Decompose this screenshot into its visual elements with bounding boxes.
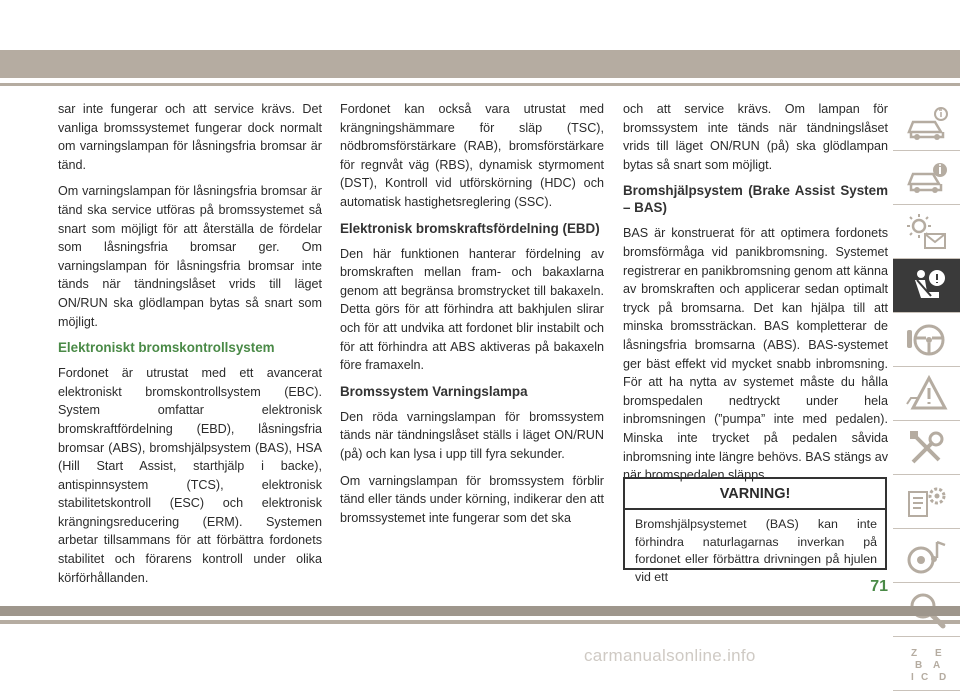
page-number: 71: [870, 578, 888, 595]
col2-paragraph-4: Om varningslampan för bromssystem förblir tänd eller tänds under körning, indikerar den att bromssystemet inte fungerar som det ska: [340, 473, 604, 525]
tab-emergency[interactable]: [893, 367, 960, 421]
tab-driving[interactable]: [893, 313, 960, 367]
col1-paragraph-3: Fordonet är utrustat med ett avancerat elektroniskt bromskontrollsystem (EBC). System omfattar elektronisk bromskraftfördelning (EBD), låsningsfria bromsar (ABS), bromshjälpsystem (BAS), HSA (Hill Start Assist, starthjälp i backe), antispinnsystem (TCS), elektronisk stabilitetskontroll (ESC) och elektronisk krängningsreducering (ERM). Systemen arbetar tillsammans för att förbättra fordonets stabilitet och förarens kontroll under olika körförhållanden.: [58, 366, 322, 585]
tab-dashboard[interactable]: [893, 205, 960, 259]
warning-text: Bromshjälpsystemet (BAS) kan inte förhindra naturlagarnas inverkan på fordonet eller förbättra drivningen på hjulen vid ett: [635, 517, 877, 584]
warning-title: VARNING!: [719, 486, 791, 502]
footer-rule: [0, 620, 960, 624]
dashboard-light-message-icon: [905, 212, 949, 252]
specs-gear-icon: [905, 482, 949, 522]
svg-text:C: C: [920, 671, 928, 683]
bas-heading: Bromshjälpsystem (Brake Assist System – BAS): [623, 183, 888, 216]
svg-text:E: E: [934, 647, 942, 659]
tab-safety[interactable]: [893, 259, 960, 313]
warning-triangle-car-icon: [905, 374, 949, 414]
header-rule: [0, 83, 960, 86]
tab-car-information[interactable]: [893, 151, 960, 205]
column-3: [623, 100, 888, 493]
brake-warning-lamp-heading: Bromssystem Varningslampa: [340, 383, 528, 399]
column-1: [58, 100, 322, 595]
steering-key-icon: [905, 320, 949, 360]
header-band: [0, 50, 960, 78]
svg-text:D: D: [938, 671, 946, 683]
svg-text:Z: Z: [910, 647, 917, 659]
column-2: [340, 100, 604, 535]
svg-text:B: B: [914, 659, 922, 671]
multimedia-music-icon: [905, 536, 949, 576]
tab-specifications[interactable]: [893, 475, 960, 529]
car-info-icon: [905, 104, 949, 144]
ebc-heading: Elektroniskt bromskontrollsystem: [58, 340, 275, 356]
col2-paragraph-1: Fordonet kan också vara utrustat med krängningshämmare för släp (TSC), nödbromsförstärkare (RAB), bromsförstärkare för regnvåt väg (RBS), dynamisk styrmoment (DST), Kontroll vid utförskörning (HDC) och automatisk hastighetsreglering (SSC).: [340, 102, 604, 209]
chapter-tabs: [893, 97, 960, 691]
col2-paragraph-3: Den röda varningslampan för bromssystem tänds när tändningslåset ställs i läget ON/RUN (på) och kan lysa i upp till fyra sekunder.: [340, 409, 604, 461]
car-info-i-icon: [905, 158, 949, 198]
col1-paragraph-2: Om varningslampan för låsningsfria bromsar är tänd ska service utföras på bromssystemet så snart som möjligt för att återställa de fördelar som låsningsfria bromsar ger. Om varningslampan för låsningsfria bromsar inte tänds när tändningslåset vrids till läget ON/RUN ska glödlampan bytas så snart som möjligt.: [58, 184, 322, 329]
watermark-text: carmanualsonline.info: [584, 646, 756, 665]
tab-service[interactable]: [893, 421, 960, 475]
col3-paragraph-1: och att service krävs. Om lampan för bromssystem inte tänds när tändningslåset vrids till läget ON/RUN (på) ska glödlampan bytas så snart som möjligt.: [623, 102, 888, 172]
footer-band: [0, 606, 960, 616]
col3-paragraph-2: BAS är konstruerat för att optimera fordonets bromsförmåga vid panikbromsning. Systemet registrerar en panikbromsning genom att känna av bromskraften och applicerar sedan optimalt tryck på bromsarna. Det kan hjälpa till att minska bromssträckan. BAS kompletterar de låsningsfria bromsarna (ABS). BAS-systemet ger bäst effekt vid mycket snabb inbromsning. För att ha nytta av systemet måste du hålla bromspedalen nedtryckt under hela inbromsningen (”pumpa” inte med pedalen). Minska inte trycket på pedalen såvida inbromsning inte längre behövs. BAS stängs av när bromspedalen släpps.: [623, 226, 888, 483]
ebd-heading: Elektronisk bromskraftsfördelning (EBD): [340, 220, 600, 236]
svg-text:I: I: [910, 671, 914, 683]
tab-index[interactable]: [893, 637, 960, 691]
tools-service-icon: [905, 428, 949, 468]
col2-paragraph-2: Den här funktionen hanterar fördelning av bromskraften mellan fram- och bakaxlarna genom att begränsa bromstrycket till bakaxeln. Detta görs för att förhindra att bakhjulen slirar och för att undvika att fordonet blir instabilt och för att förhindra att ABS aktiveras på bakaxeln före framaxeln.: [340, 246, 604, 373]
tab-car-info[interactable]: [893, 97, 960, 151]
svg-text:A: A: [932, 659, 940, 671]
tab-multimedia[interactable]: [893, 529, 960, 583]
warning-divider: [625, 508, 885, 510]
seatbelt-safety-icon: [905, 266, 949, 306]
warning-box: [623, 477, 887, 584]
col1-paragraph-1: sar inte fungerar och att service krävs. Det vanliga bromssystemet fungerar dock normalt om varningslampan för låsningsfria bromsar är tänd.: [58, 102, 322, 172]
